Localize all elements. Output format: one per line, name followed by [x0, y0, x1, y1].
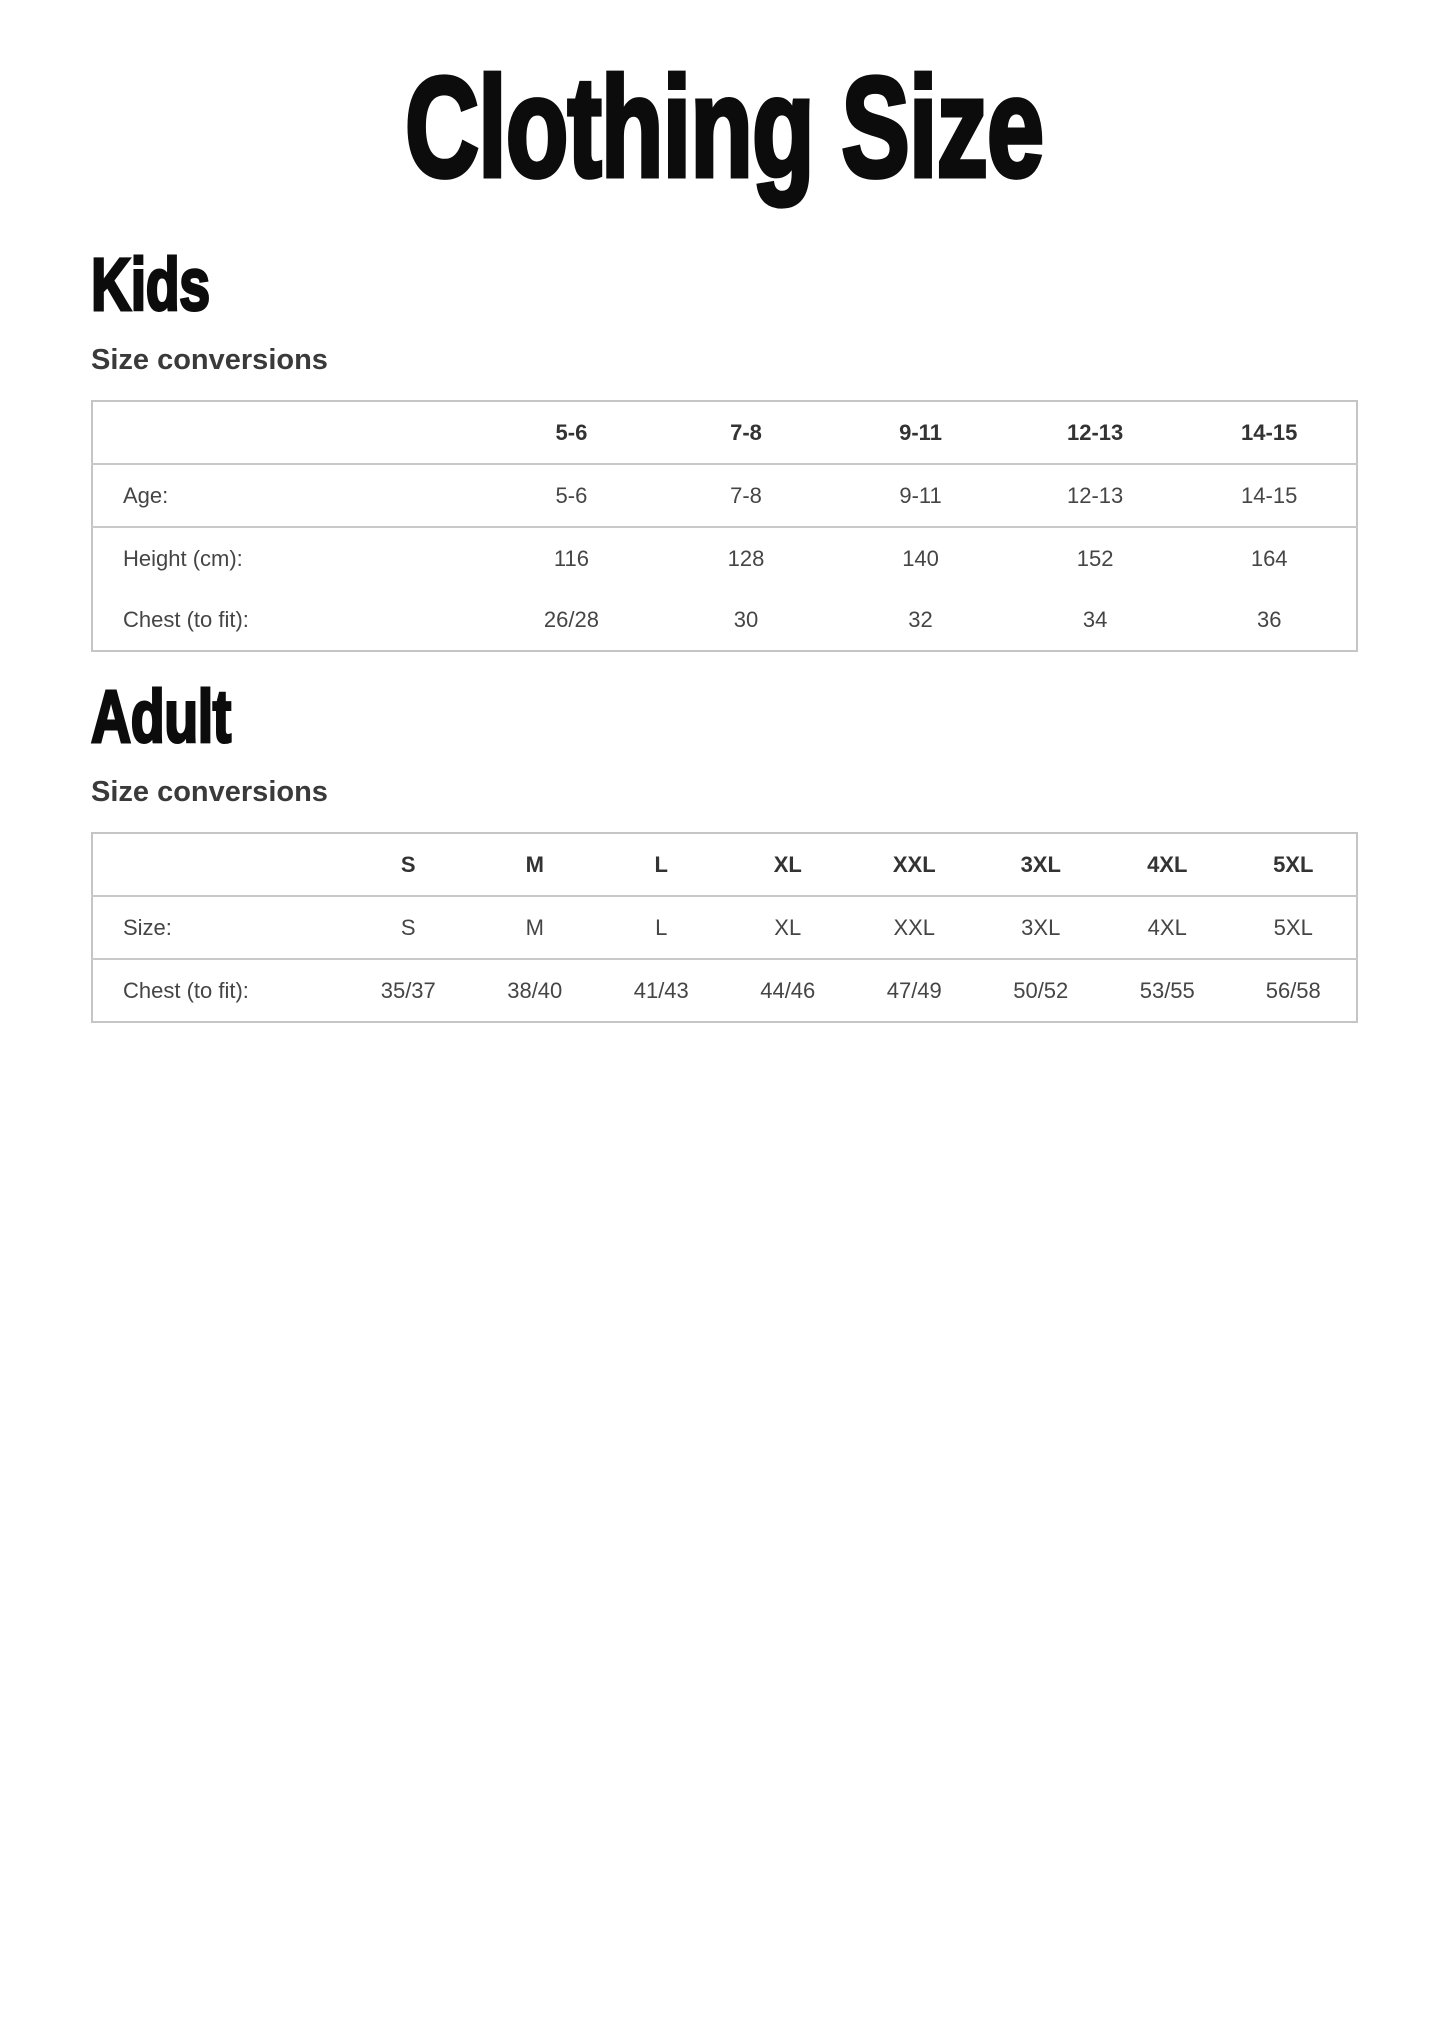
- cell-value: 44/46: [760, 977, 816, 1003]
- row-label: Age:: [123, 482, 169, 508]
- cell-value: 41/43: [633, 977, 689, 1003]
- cell-value: XXL: [893, 914, 936, 940]
- kids-section: [91, 243, 1358, 652]
- header-row: [92, 833, 1357, 896]
- row-label: Height (cm):: [123, 545, 243, 571]
- column-header: 4XL: [1147, 851, 1188, 877]
- column-header: 12-13: [1066, 419, 1124, 445]
- adult-heading: [91, 675, 1358, 758]
- cell-value: 12-13: [1066, 482, 1124, 508]
- column-header: XXL: [892, 851, 936, 877]
- kids-subheading: Size conversions: [91, 344, 328, 376]
- cell-value: XL: [774, 914, 802, 940]
- cell-value: 38/40: [507, 977, 563, 1003]
- cell-value: 164: [1250, 545, 1288, 571]
- page-title-text: Clothing Size: [405, 48, 1044, 207]
- cell-value: S: [400, 914, 416, 940]
- cell-value: 9-11: [899, 482, 942, 508]
- adult-section: [91, 675, 1358, 1023]
- header-row: [92, 401, 1357, 464]
- cell-value: 7-8: [730, 482, 762, 508]
- column-header: 5XL: [1273, 851, 1314, 877]
- cell-value: 26/28: [543, 606, 599, 632]
- table-row: [92, 589, 1357, 651]
- cell-value: 36: [1256, 606, 1282, 632]
- column-header: M: [525, 851, 544, 877]
- cell-value: L: [655, 914, 668, 940]
- cell-value: 47/49: [886, 977, 942, 1003]
- cell-value: 116: [553, 545, 589, 571]
- cell-value: 3XL: [1021, 914, 1061, 940]
- page-title: [91, 48, 1358, 207]
- column-header: 5-6: [555, 419, 588, 445]
- cell-value: 53/55: [1139, 977, 1195, 1003]
- cell-value: 50/52: [1013, 977, 1069, 1003]
- table-row: [92, 464, 1357, 527]
- adult-subheading: Size conversions: [91, 776, 328, 808]
- cell-value: 34: [1082, 606, 1108, 632]
- cell-value: 30: [733, 606, 759, 632]
- table-row: [92, 896, 1357, 959]
- cell-value: 128: [727, 545, 765, 571]
- column-header: S: [400, 851, 416, 877]
- column-header: XL: [773, 851, 802, 877]
- row-label: Chest (to fit):: [123, 606, 249, 632]
- column-header: L: [654, 851, 668, 877]
- cell-value: 56/58: [1265, 977, 1321, 1003]
- cell-value: M: [525, 914, 544, 940]
- column-header: 3XL: [1020, 851, 1061, 877]
- table-row: [92, 959, 1357, 1022]
- adult-heading-text: Adult: [91, 675, 231, 758]
- cell-value: 140: [902, 545, 939, 571]
- row-label: Chest (to fit):: [123, 977, 249, 1003]
- cell-value: 5XL: [1273, 914, 1313, 940]
- cell-value: 35/37: [380, 977, 436, 1003]
- kids-heading: [91, 243, 1358, 326]
- kids-heading-text: Kids: [91, 243, 210, 326]
- table-row: [92, 527, 1357, 589]
- column-header: 9-11: [899, 419, 942, 445]
- cell-value: 5-6: [555, 482, 588, 508]
- corner-cell: [92, 401, 484, 464]
- row-label: Size:: [123, 914, 172, 940]
- cell-value: 4XL: [1147, 914, 1187, 940]
- column-header: 14-15: [1241, 419, 1298, 445]
- cell-value: 152: [1076, 545, 1114, 571]
- adult-size-table: [91, 832, 1358, 1023]
- cell-value: 32: [908, 606, 933, 632]
- corner-cell: [92, 833, 345, 896]
- kids-size-table: [91, 400, 1358, 652]
- cell-value: 14-15: [1241, 482, 1298, 508]
- column-header: 7-8: [730, 419, 762, 445]
